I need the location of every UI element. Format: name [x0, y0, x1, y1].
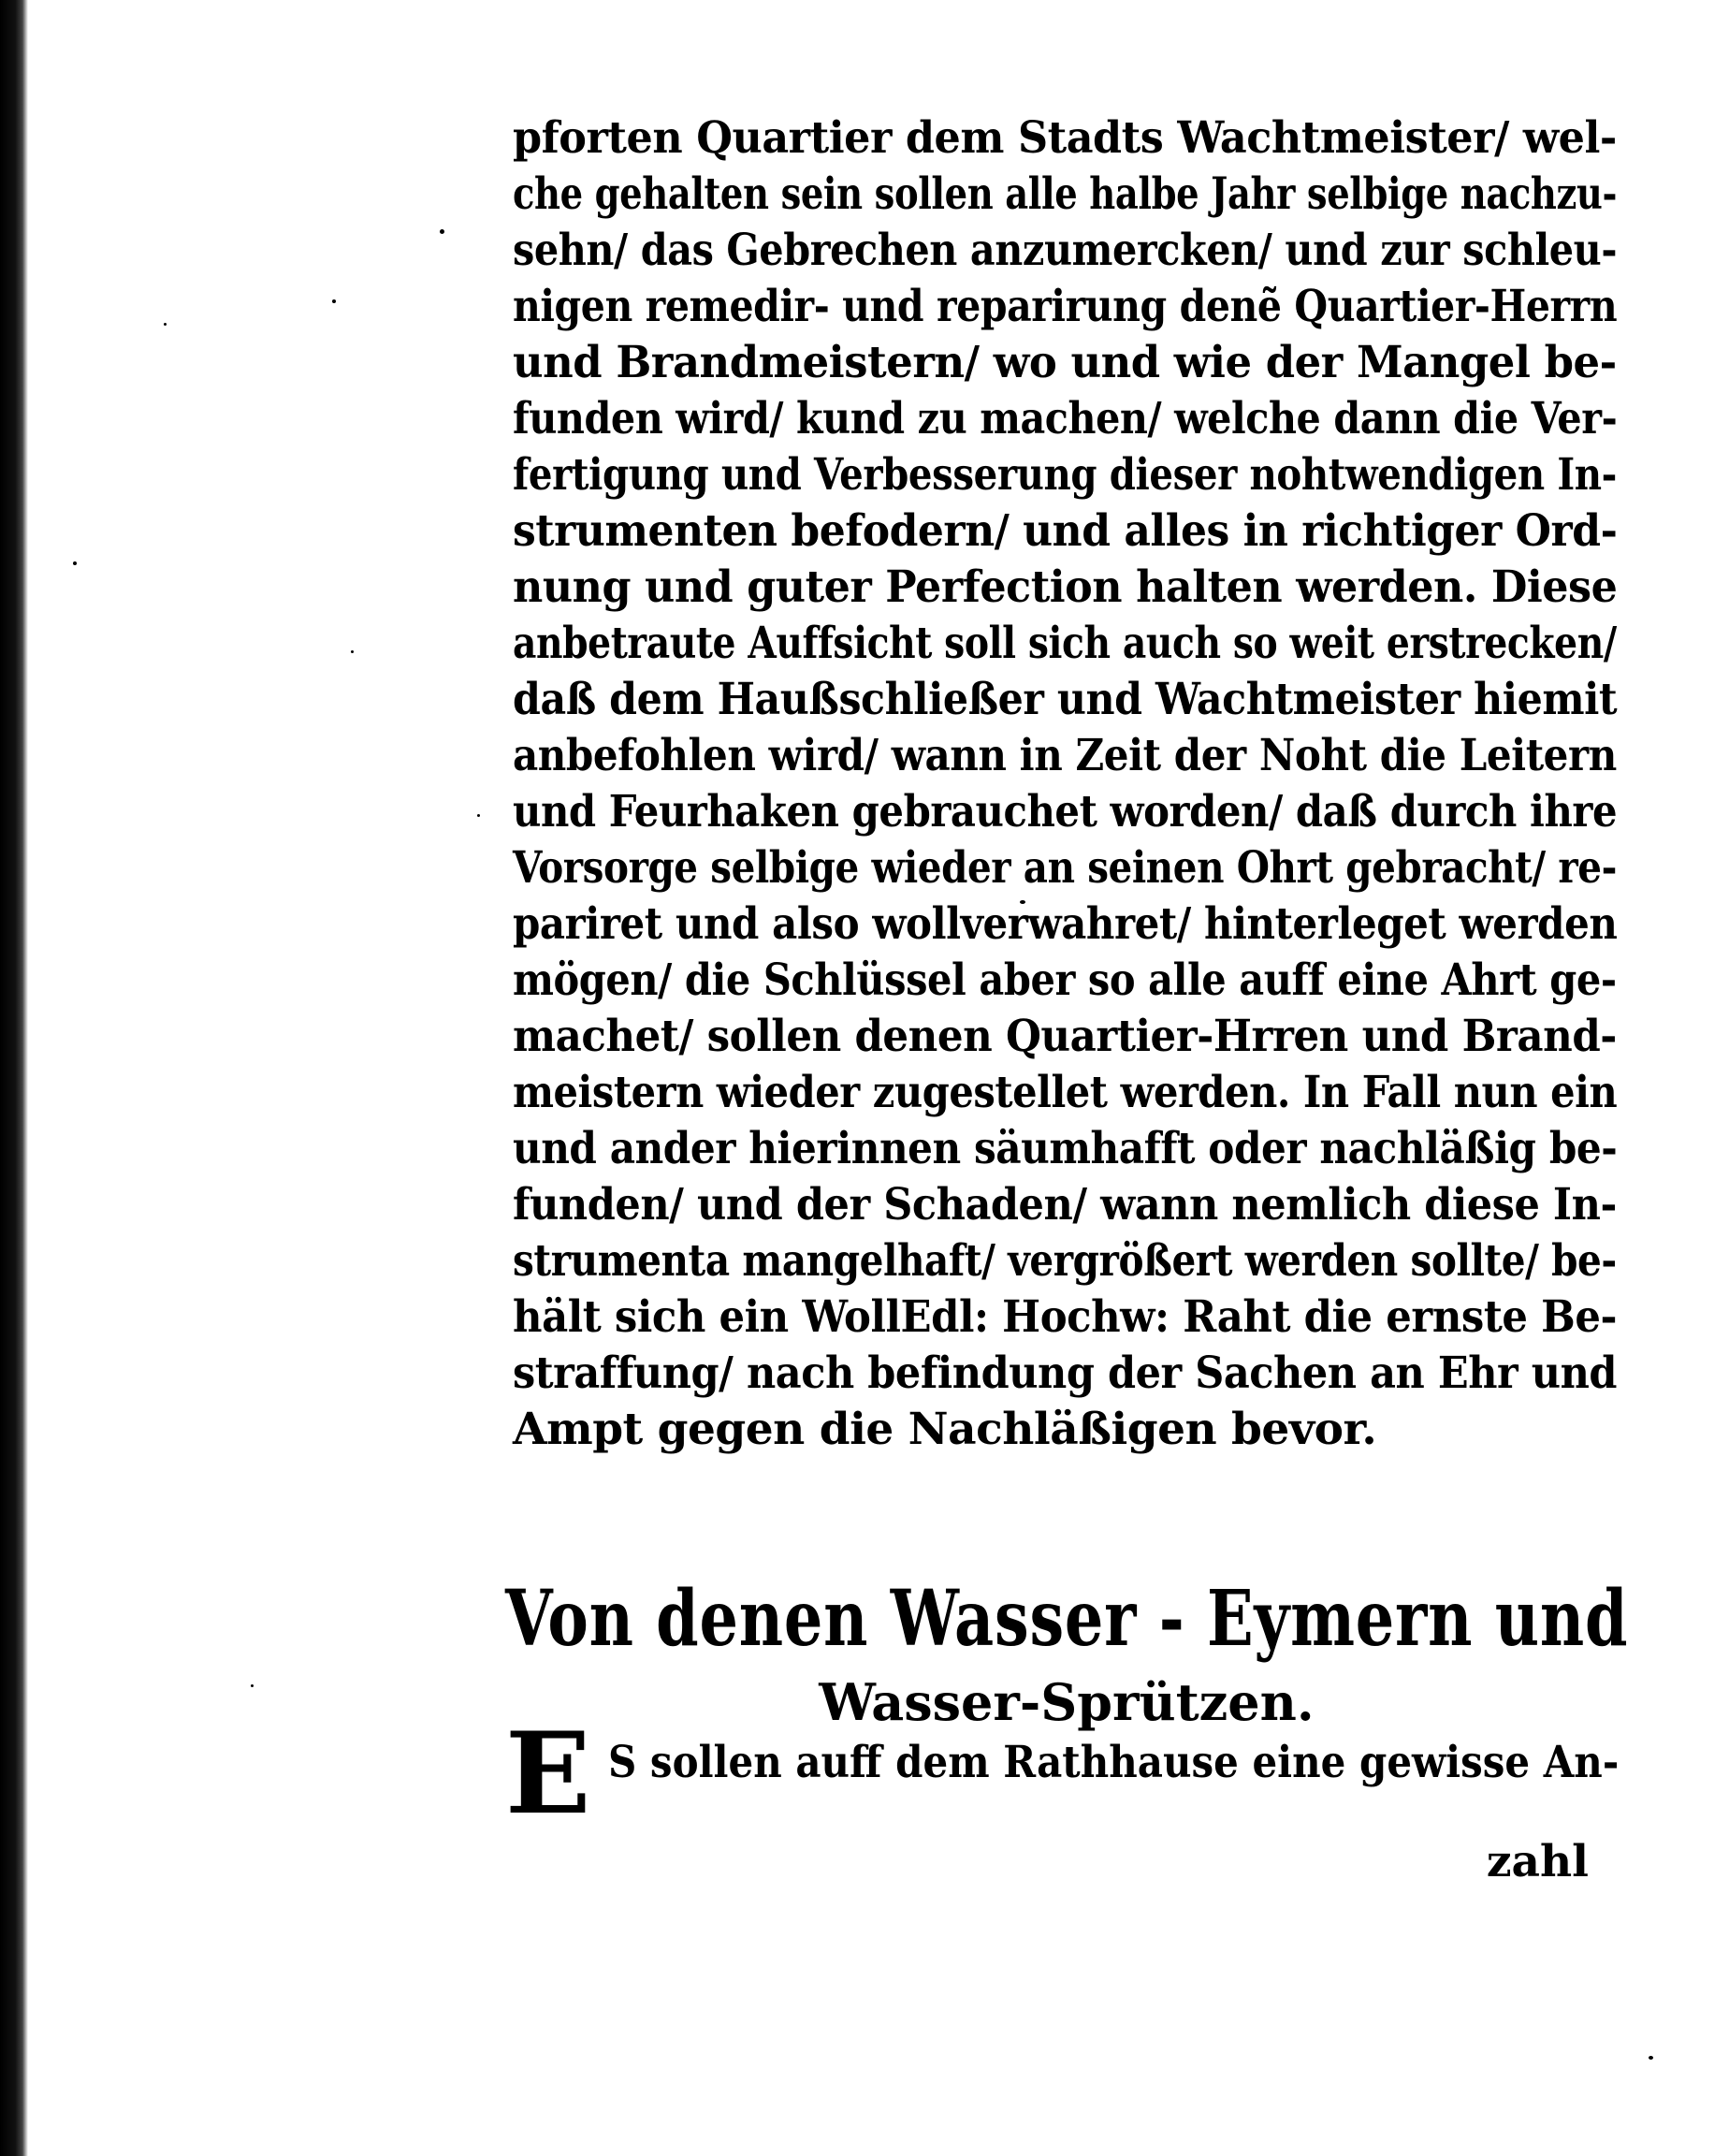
scan-speck [164, 323, 167, 326]
text-line: und Brandmeistern/ wo und wie der Mangel be- [513, 337, 1617, 388]
catchword: zahl [1486, 1836, 1589, 1887]
text-line: che gehalten sein sollen alle halbe Jahr selbige nachzu- [513, 168, 1618, 220]
scan-speck [251, 1684, 254, 1687]
text-line: mögen/ die Schlüssel aber so alle auff eine Ahrt ge- [513, 954, 1617, 1006]
section-opening [505, 1708, 1628, 1868]
scan-speck [440, 229, 444, 234]
text-line: und ander hierinnen säumhafft oder nachläßig be- [513, 1123, 1618, 1174]
text-line: daß dem Haußschließer und Wachtmeister hiemit [513, 674, 1618, 725]
scan-speck [477, 814, 480, 817]
scan-speck [332, 299, 336, 303]
text-line: hält sich ein WollEdl: Hochw: Raht die ernste Be- [513, 1291, 1618, 1343]
text-line: nung und guter Perfection halten werden. Diese [513, 561, 1618, 613]
text-line: meistern wieder zugestellet werden. In Fall nun ein [513, 1067, 1618, 1118]
text-line: sehn/ das Gebrechen anzumercken/ und zur schleu- [513, 225, 1618, 276]
text-line: anbetraute Auffsicht soll sich auch so weit erstrecken/ [513, 618, 1617, 669]
text-line: nigen remedir- und reparirung denẽ Quartier-Herrn [513, 281, 1618, 332]
scan-speck [73, 561, 77, 565]
section-heading [505, 1572, 1628, 1733]
text-line: fertigung und Verbesserung dieser nohtwendigen In- [513, 449, 1617, 501]
heading-line-2: Wasser-Sprützen. [819, 1672, 1315, 1732]
text-line: und Feurhaken gebrauchet worden/ daß durch ihre [513, 786, 1618, 838]
text-line: pariret und also wollverwahret/ hinterleget werden [513, 898, 1618, 950]
text-line: anbefohlen wird/ wann in Zeit der Noht die Leitern [513, 730, 1617, 781]
text-line: Vorsorge selbige wieder an seinen Ohrt gebracht/ re- [513, 842, 1617, 894]
text-line: strumenta mangelhaft/ vergrößert werden sollte/ be- [513, 1235, 1617, 1287]
text-line: strumenten befodern/ und alles in richtiger Ord- [513, 505, 1618, 557]
text-line: S sollen auff dem Rathhause eine gewisse An- [608, 1737, 1620, 1788]
text-line: pforten Quartier dem Stadts Wachtmeister/ wel- [513, 112, 1617, 164]
text-line: funden wird/ kund zu machen/ welche dann die Ver- [513, 393, 1618, 444]
drop-cap-initial: E [505, 1708, 591, 1840]
scan-speck [351, 650, 354, 653]
body-text [513, 110, 1617, 1458]
text-line: Ampt gegen die Nachläßigen bevor. [513, 1404, 1377, 1455]
text-line: funden/ und der Schaden/ wann nemlich diese In- [513, 1179, 1617, 1231]
text-line: machet/ sollen denen Quartier-Hrren und Brand- [513, 1011, 1617, 1062]
text-line: straffung/ nach befindung der Sachen an Ehr und [513, 1348, 1618, 1399]
heading-line-1: Von denen Wasser - Eymern und [505, 1574, 1629, 1664]
scan-speck [1649, 2056, 1653, 2060]
binding-edge [0, 0, 28, 2156]
